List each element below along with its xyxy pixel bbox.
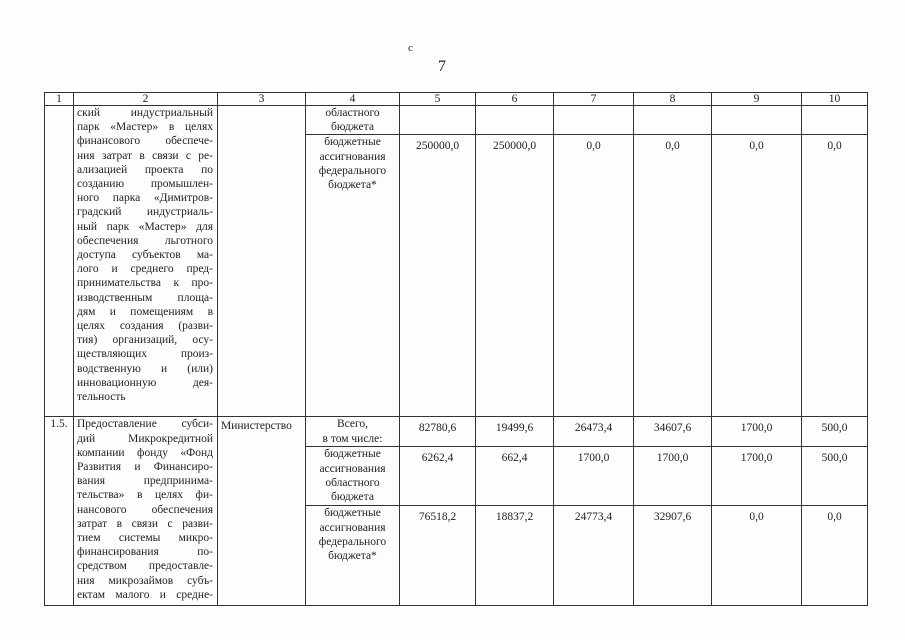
value-cell [554, 106, 634, 135]
program-table [44, 92, 868, 606]
value-cell: 26473,4 [554, 417, 634, 447]
value-cell [802, 106, 868, 135]
measure-description: Предоставление субси- дий Микрокредитной компании фонду «Фонд Развития и Финансиро- вания предпринима- тельства» в целях фи- нансового обеспечения затрат в связи с разви- тием системы микро- финансирования по- средством предоставле- ния микрозаймов субъ- ектам малого и средне- [74, 417, 218, 606]
funding-source: бюджетные ассигнования федерального бюджета* [306, 506, 400, 606]
value-cell [476, 106, 554, 135]
col-header: 4 [306, 93, 400, 106]
executor-cell [218, 106, 306, 417]
value-cell: 1700,0 [554, 447, 634, 506]
value-cell: 34607,6 [634, 417, 712, 447]
col-header: 8 [634, 93, 712, 106]
value-cell: 500,0 [802, 417, 868, 447]
col-header: 5 [400, 93, 476, 106]
value-cell: 0,0 [802, 135, 868, 417]
value-cell: 18837,2 [476, 506, 554, 606]
value-cell: 76518,2 [400, 506, 476, 606]
value-cell [634, 106, 712, 135]
value-cell: 0,0 [712, 506, 802, 606]
value-cell: 32907,6 [634, 506, 712, 606]
col-header: 10 [802, 93, 868, 106]
value-cell: 19499,6 [476, 417, 554, 447]
value-cell: 82780,6 [400, 417, 476, 447]
value-cell: 1700,0 [634, 447, 712, 506]
value-cell: 24773,4 [554, 506, 634, 606]
col-header: 6 [476, 93, 554, 106]
row-number: 1.5. [45, 417, 74, 606]
value-cell: 1700,0 [712, 447, 802, 506]
funding-source: областного бюджета [306, 106, 400, 135]
page-number: 7 [438, 58, 446, 75]
value-cell: 0,0 [802, 506, 868, 606]
col-header: 9 [712, 93, 802, 106]
funding-source: Всего, в том числе: [306, 417, 400, 447]
value-cell: 0,0 [634, 135, 712, 417]
value-cell: 500,0 [802, 447, 868, 506]
col-header: 2 [74, 93, 218, 106]
value-cell: 250000,0 [476, 135, 554, 417]
funding-source: бюджетные ассигнования областного бюджета [306, 447, 400, 506]
value-cell [400, 106, 476, 135]
value-cell: 1700,0 [712, 417, 802, 447]
col-header: 3 [218, 93, 306, 106]
value-cell: 250000,0 [400, 135, 476, 417]
value-cell: 0,0 [554, 135, 634, 417]
col-header: 7 [554, 93, 634, 106]
executor-cell: Министерство [218, 417, 306, 606]
measure-description: ский индустриальный парк «Мастер» в целях финансового обеспече- ния затрат в связи с ре- ализацией проекта по созданию промышлен- ного парка «Димитров- градский индустриаль- ный парк «Мастер» для обеспечения льготного доступа субъектов ма- лого и среднего пред- принимательства к про- изводственным площа- дям и помещениям в целях создания (разви- тия) организаций, осу- ществляющих произ- водственную и (или) инновационную дея- тельность [74, 106, 218, 417]
table-row [45, 417, 868, 447]
column-numbers-row [45, 93, 868, 106]
page-mark: с [408, 42, 413, 54]
value-cell [712, 106, 802, 135]
funding-source: бюджетные ассигнования федерального бюджета* [306, 135, 400, 417]
row-number [45, 106, 74, 417]
col-header: 1 [45, 93, 74, 106]
value-cell: 6262,4 [400, 447, 476, 506]
value-cell: 662,4 [476, 447, 554, 506]
table-row [45, 106, 868, 135]
value-cell: 0,0 [712, 135, 802, 417]
